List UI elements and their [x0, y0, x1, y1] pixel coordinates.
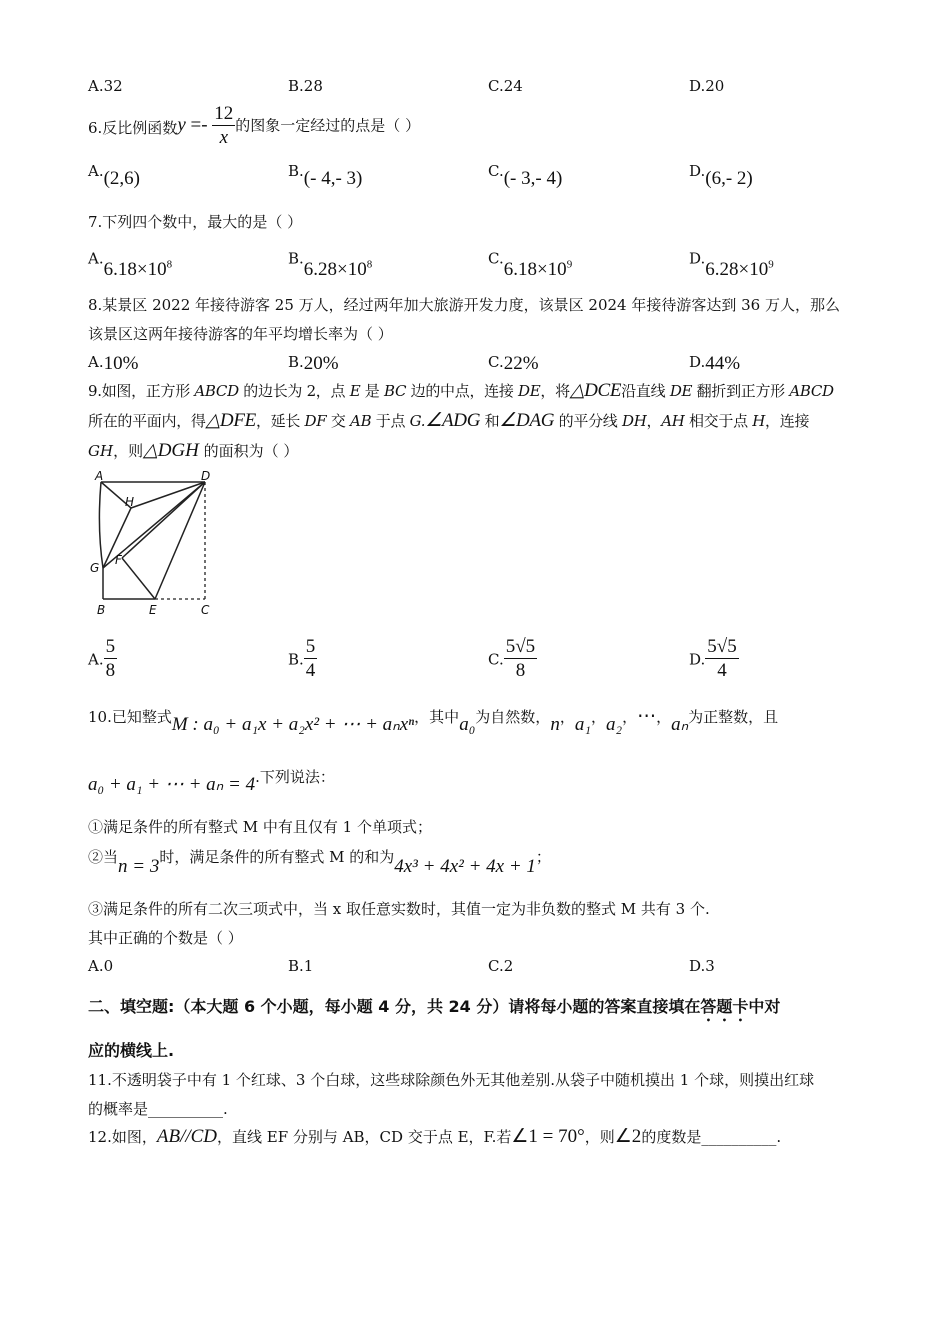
q5-option-d: D.20 [689, 77, 725, 95]
q7-exp-d: 9 [768, 259, 774, 271]
q9-line1 [88, 380, 834, 402]
q9-t2: 的边长为 2，点 [238, 382, 350, 400]
q10-n: n [550, 714, 560, 735]
q8-label-c: C. [488, 353, 504, 371]
q9-de2: DE [669, 382, 693, 400]
q9-den-c: 8 [515, 660, 526, 681]
q10-t7: ， [656, 708, 672, 726]
q10-a2: a₂ [605, 714, 623, 735]
q9-figure [85, 468, 225, 618]
q9-l2h: 相交于点 [684, 412, 753, 430]
q6-option-b [288, 160, 363, 189]
q10-t4: ， [559, 708, 575, 726]
q6-label-a: A. [88, 162, 104, 180]
q9-gh: GH [88, 442, 114, 460]
q8-option-d [689, 351, 740, 373]
q6-y: y [177, 114, 186, 136]
q12-ang1: ∠1 = 70° [511, 1126, 585, 1147]
edge-ab [99, 482, 103, 599]
section2-line1a: 二、填空题:（本大题 6 个小题，每小题 4 分，共 24 分）请将每小题的答案直接填在 [88, 997, 701, 1016]
q10-s2a: ②当 [88, 848, 119, 866]
q9-label-c: C. [488, 650, 504, 669]
q10-s2n: n = 3 [118, 856, 160, 877]
q10-statement-2 [88, 846, 551, 877]
q10-t1: 10.已知整式 [88, 708, 172, 726]
q5-option-b: B.28 [288, 77, 323, 95]
q7-base-a: 6.18×10 [103, 259, 167, 281]
section2-line1b: 中对 [748, 997, 781, 1016]
q7-base-d: 6.28×10 [705, 259, 769, 281]
q9-num-a: 5 [105, 636, 116, 657]
q11-line2: 的概率是__________. [88, 1100, 228, 1118]
q9-t4: 边的中点，连接 [406, 382, 519, 400]
q6-option-a [88, 160, 141, 189]
q9-den-b: 4 [305, 660, 316, 681]
edge-df [122, 482, 205, 558]
fig-label-g: G [90, 561, 100, 575]
q9-tri1: △DCE [569, 380, 622, 401]
q10-option-d: D.3 [689, 957, 715, 975]
q8-label-d: D. [689, 353, 706, 371]
q7-base-b: 6.28×10 [303, 259, 367, 281]
q8-line2: 该景区这两年接待游客的年平均增长率为（ ） [88, 325, 393, 343]
q6-num: 12 [214, 103, 234, 124]
section2-heading-line2: 应的横线上. [88, 1041, 175, 1060]
q9-option-b [288, 636, 317, 683]
q6-value-c: (- 3,- 4) [503, 168, 563, 189]
q9-de: DE [518, 382, 541, 400]
q9-g: G. [409, 412, 426, 430]
q10-an: aₙ [671, 714, 689, 735]
fig-label-d: D [201, 469, 211, 483]
q7-label-c: C. [488, 249, 504, 268]
q10-line2 [88, 766, 335, 795]
q9-abcd: ABCD [194, 382, 239, 400]
q9-line3 [88, 440, 298, 462]
q10-line1 [88, 706, 779, 735]
q9-option-a [88, 636, 117, 683]
q9-t7: 翻折到正方形 [692, 382, 790, 400]
q6-label-d: D. [689, 162, 706, 180]
edge-hd [131, 482, 205, 508]
q6-den: x [219, 127, 229, 148]
q7-label-d: D. [689, 249, 706, 268]
q9-num-d: 5√5 [707, 636, 737, 657]
q9-l2b: ，延长 [255, 412, 305, 430]
q8-option-b [288, 351, 339, 373]
fig-label-e: E [149, 603, 157, 617]
q10-t5: ， [590, 708, 606, 726]
q9-tri2: △DFE [205, 410, 256, 431]
q9-tri3: △DGH [143, 440, 199, 461]
q9-l2g: ， [646, 412, 662, 430]
q10-t9: .下列说法： [255, 768, 335, 786]
q6-option-d [689, 160, 753, 189]
q8-option-c [488, 351, 539, 373]
q8-option-a [88, 351, 138, 373]
q9-df: DF [304, 412, 327, 430]
q7-label-b: B. [288, 249, 304, 268]
q7-exp-a: 8 [166, 259, 173, 271]
q10-statement-1: ①满足条件的所有整式 M 中有且仅有 1 个单项式； [88, 818, 432, 836]
q9-l3b: 的面积为（ ） [198, 442, 299, 460]
q6-stem [88, 103, 420, 150]
edge-fe [122, 558, 155, 599]
q9-label-d: D. [689, 650, 706, 669]
q12-par: AB//CD [156, 1126, 218, 1147]
q7-exp-b: 8 [366, 259, 373, 271]
q10-option-b: B.1 [288, 957, 314, 975]
q5-option-a: A.32 [88, 77, 123, 95]
q9-bc: BC [383, 382, 407, 400]
q9-l2d: 于点 [371, 412, 410, 430]
q10-option-a: A.0 [88, 957, 114, 975]
q9-ang1: ∠ADG [425, 410, 481, 431]
q12-t2: ，直线 EF 分别与 AB，CD 交于点 E，F.若 [217, 1128, 512, 1146]
q6-value-b: (- 4,- 3) [303, 168, 363, 189]
q8-value-d: 44% [705, 353, 741, 374]
q6-label-c: C. [488, 162, 504, 180]
q11-line1: 11.不透明袋子中有 1 个红球、3 个白球，这些球除颜色外无其他差别.从袋子中随机摸出 1 个球，则摸出红球 [88, 1071, 815, 1089]
q8-value-c: 22% [503, 353, 539, 374]
q10-t3: 为自然数， [475, 708, 551, 726]
q10-t6: ， [622, 708, 638, 726]
q9-e: E [349, 382, 361, 400]
q6-value-a: (2,6) [103, 168, 141, 189]
q10-t8: 为正整数，且 [688, 708, 779, 726]
q9-option-c [488, 636, 537, 683]
fig-label-c: C [201, 603, 210, 617]
q9-den-a: 8 [105, 660, 116, 681]
q10-s2e: 4x³ + 4x² + 4x + 1 [394, 856, 536, 877]
section2-emphasis: 答题卡 [700, 997, 749, 1016]
q6-suffix: 的图象一定经过的点是（ ） [235, 116, 421, 135]
q7-exp-c: 9 [566, 259, 573, 271]
q10-a1: a₁ [574, 714, 591, 735]
q12-t3: ，则 [584, 1128, 615, 1146]
q12-stem [88, 1126, 781, 1148]
q10-statement-4: 其中正确的个数是（ ） [88, 929, 243, 947]
q9-l2i: ，连接 [765, 412, 810, 430]
q8-line1: 8.某景区 2022 年接待游客 25 万人，经过两年加大旅游开发力度，该景区 2024 年接待游客达到 36 万人，那么 [88, 296, 840, 314]
q10-s2b: 时，满足条件的所有整式 M 的和为 [159, 848, 395, 866]
q8-value-b: 20% [303, 353, 339, 374]
q12-t4: 的度数是__________. [641, 1128, 782, 1146]
q7-stem: 7.下列四个数中，最大的是（ ） [88, 213, 303, 231]
q6-label-b: B. [288, 162, 304, 180]
q9-t1: 9.如图，正方形 [88, 382, 195, 400]
q9-num-c: 5√5 [505, 636, 536, 657]
q9-line2 [88, 410, 809, 432]
q9-option-d [689, 636, 739, 683]
edge-de [155, 482, 205, 599]
fig-label-h: H [125, 495, 135, 509]
q9-l3a: ，则 [113, 442, 144, 460]
q10-s2c: ； [535, 848, 551, 866]
q10-sum: a₀ + a₁ + ⋯ + aₙ = 4 [88, 774, 256, 795]
fig-label-a: A [95, 469, 104, 483]
q9-den-d: 4 [717, 660, 727, 681]
q9-ah: AH [661, 412, 685, 430]
q9-label-b: B. [288, 650, 304, 669]
q10-statement-3: ③满足条件的所有二次三项式中，当 x 取任意实数时，其值一定为非负数的整式 M 共有 3 个. [88, 900, 710, 918]
q12-t1: 12.如图， [88, 1128, 157, 1146]
q9-ab: AB [350, 412, 372, 430]
fig-label-f: F [115, 553, 122, 567]
q9-t5: ，将 [540, 382, 570, 400]
q9-abcd2: ABCD [789, 382, 834, 400]
q10-a0: a₀ [459, 714, 476, 735]
q7-base-c: 6.18×10 [503, 259, 567, 281]
q7-label-a: A. [88, 249, 104, 268]
q10-t2: ，其中 [414, 708, 460, 726]
q8-value-a: 10% [103, 353, 139, 374]
q10-option-c: C.2 [488, 957, 514, 975]
q8-label-a: A. [88, 353, 104, 371]
q9-l2a: 所在的平面内，得 [88, 412, 206, 430]
q9-l2c: 交 [326, 412, 351, 430]
section2-heading-line1 [88, 996, 780, 1025]
q9-h: H [752, 412, 766, 430]
q6-eq: =- [185, 114, 213, 136]
q6-value-d: (6,- 2) [705, 168, 753, 189]
q10-dots: ⋯ [637, 706, 657, 727]
q12-ang2: ∠2 [614, 1126, 642, 1147]
q9-t3: 是 [360, 382, 384, 400]
q6-prefix: 6.反比例函数 [88, 118, 178, 137]
q8-label-b: B. [288, 353, 304, 371]
q9-ang2: ∠DAG [499, 410, 555, 431]
q6-option-c [488, 160, 563, 189]
q6-fraction [212, 103, 235, 150]
q9-label-a: A. [88, 650, 104, 669]
q9-num-b: 5 [305, 636, 316, 657]
fig-label-b: B [97, 603, 106, 617]
q9-t6: 沿直线 [621, 382, 670, 400]
q9-l2f: 的平分线 [554, 412, 622, 430]
q10-expr: M : a₀ + a₁x + a₂x² + ⋯ + aₙxⁿ [171, 714, 415, 735]
q9-l2e: 和 [480, 412, 500, 430]
q9-dh: DH [621, 412, 647, 430]
q5-option-c: C.24 [488, 77, 523, 95]
